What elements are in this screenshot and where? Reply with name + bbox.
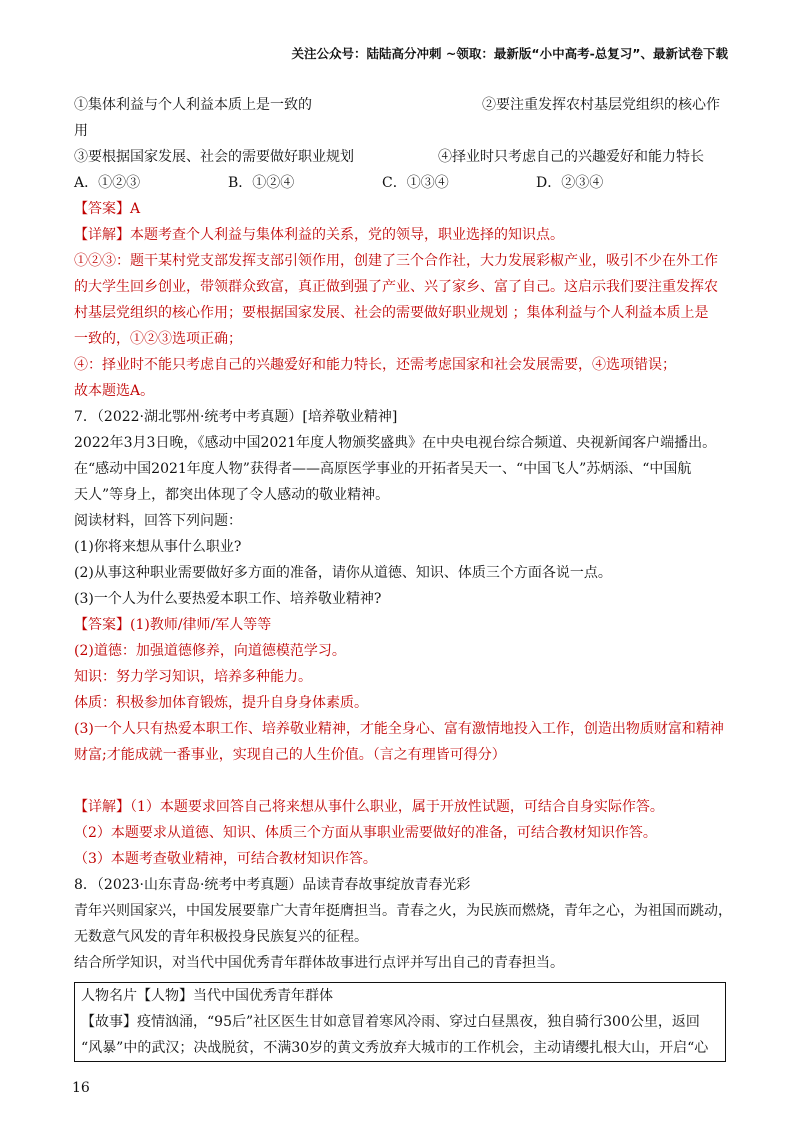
q7-answer-line: 【答案】(1)教师/律师/军人等等 <box>74 617 272 633</box>
q7-answer-line: 财富;才能成就一番事业，实现自己的人生价值。（言之有理皆可得分） <box>74 747 506 763</box>
q6-detail-line: 故本题选A。 <box>74 383 155 399</box>
page-number: 16 <box>72 1080 90 1096</box>
q7-stem-line: 阅读材料，回答下列问题： <box>74 513 242 529</box>
spacer <box>74 768 730 794</box>
option-3: ③要根据国家发展、社会的需要做好职业规划 <box>74 149 354 165</box>
q7-answer-line: 知识：努力学习知识，培养多种能力。 <box>74 669 312 685</box>
q6-detail-line: ①②③：题干某村党支部发挥支部引领作用，创建了三个合作社，大力发展彩椒产业，吸引不少在外工作 <box>74 253 718 269</box>
q7-stem-line: 天人”等身上，都突出体现了令人感动的敬业精神。 <box>74 487 390 503</box>
story-box-line: 人物名片【人物】当代中国优秀青年群体 <box>81 988 333 1004</box>
option-2-continued: 用 <box>74 123 88 139</box>
options-row-1 <box>74 92 730 118</box>
q7-answer-line: (3)一个人只有热爱本职工作、培养敬业精神，才能全身心、富有激情地投入工作，创造出物质财富和精神 <box>74 721 724 737</box>
q6-detail-line: 一致的，①②③选项正确； <box>74 331 242 347</box>
q6-detail-line: ④：择业时不能只考虑自己的兴趣爱好和能力特长，还需考虑国家和社会发展需要，④选项错误； <box>74 357 676 373</box>
q6-detail-line: 【详解】本题考查个人利益与集体利益的关系，党的领导，职业选择的知识点。 <box>74 227 564 243</box>
q7-stem-line: 在“感动中国2021年度人物”获得者——高原医学事业的开拓者吴天一、“中国飞人”苏炳添、“中国航 <box>74 461 692 477</box>
page-header: 关注公众号：陆陆高分冲刺 ~领取：最新版“小中高考-总复习”、最新试卷下载 <box>291 46 728 61</box>
story-box-line: 【故事】疫情汹涌，“95后”社区医生甘如意冒着寒风冷雨、穿过白昼黑夜，独自骑行300公里，返回 <box>81 1014 700 1030</box>
story-box-line: “风暴”中的武汉；决战脱贫，不满30岁的黄文秀放弃大城市的工作机会，主动请缨扎根大山，开启“心 <box>81 1040 709 1056</box>
option-1: ①集体利益与个人利益本质上是一致的 <box>74 97 312 113</box>
choice-row <box>74 170 730 196</box>
q7-question-2: (2)从事这种职业需要做好多方面的准备，请你从道德、知识、体质三个方面各说一点。 <box>74 565 612 581</box>
q7-detail-line: （2）本题要求从道德、知识、体质三个方面从事职业需要做好的准备，可结合教材知识作答。 <box>74 825 657 841</box>
q8-stem-line: 结合所学知识，对当代中国优秀青年群体故事进行点评并写出自己的青春担当。 <box>74 955 564 971</box>
q7-detail-line: 【详解】（1）本题要求回答自己将来想从事什么职业，属于开放性试题，可结合自身实际作答。 <box>74 799 664 815</box>
choice-b: B．①②④ <box>228 175 295 191</box>
choice-d: D．②③④ <box>536 175 604 191</box>
q7-title: 7．（2022·湖北鄂州·统考中考真题）[培养敬业精神] <box>74 409 398 425</box>
story-box <box>74 982 726 1062</box>
q6-answer: 【答案】A <box>74 201 141 217</box>
q7-detail-line: （3）本题考查敬业精神，可结合教材知识作答。 <box>74 851 377 867</box>
page-content <box>74 92 730 1062</box>
q8-stem-line: 青年兴则国家兴，中国发展要靠广大青年挺膺担当。青春之火，为民族而燃烧，青年之心，为祖国而跳动， <box>74 903 732 919</box>
q7-stem-line: 2022年3月3日晚，《感动中国2021年度人物颁奖盛典》在中央电视台综合频道、央视新闻客户端播出。 <box>74 435 717 451</box>
q7-question-3: (3)一个人为什么要热爱本职工作、培养敬业精神? <box>74 591 382 607</box>
q7-question-1: (1)你将来想从事什么职业? <box>74 539 242 555</box>
q8-stem-line: 无数意气风发的青年积极投身民族复兴的征程。 <box>74 929 368 945</box>
q7-answer-line: 体质：积极参加体育锻炼，提升自身身体素质。 <box>74 695 368 711</box>
q8-title: 8．（2023·山东青岛·统考中考真题）品读青春故事绽放青春光彩 <box>74 877 471 893</box>
choice-c: C．①③④ <box>382 175 449 191</box>
option-2: ②要注重发挥农村基层党组织的核心作 <box>482 97 720 113</box>
option-4: ④择业时只考虑自己的兴趣爱好和能力特长 <box>438 149 704 165</box>
options-row-2 <box>74 144 730 170</box>
choice-a: A．①②③ <box>74 175 141 191</box>
q6-detail-line: 的大学生回乡创业，带领群众致富，真正做到强了产业、兴了家乡、富了自己。这启示我们要注重发挥农 <box>74 279 718 295</box>
q6-detail-line: 村基层党组织的核心作用；要根据国家发展、社会的需要做好职业规划 ；集体利益与个人利益本质上是 <box>74 305 709 321</box>
q7-answer-line: (2)道德：加强道德修养，向道德模范学习。 <box>74 643 346 659</box>
